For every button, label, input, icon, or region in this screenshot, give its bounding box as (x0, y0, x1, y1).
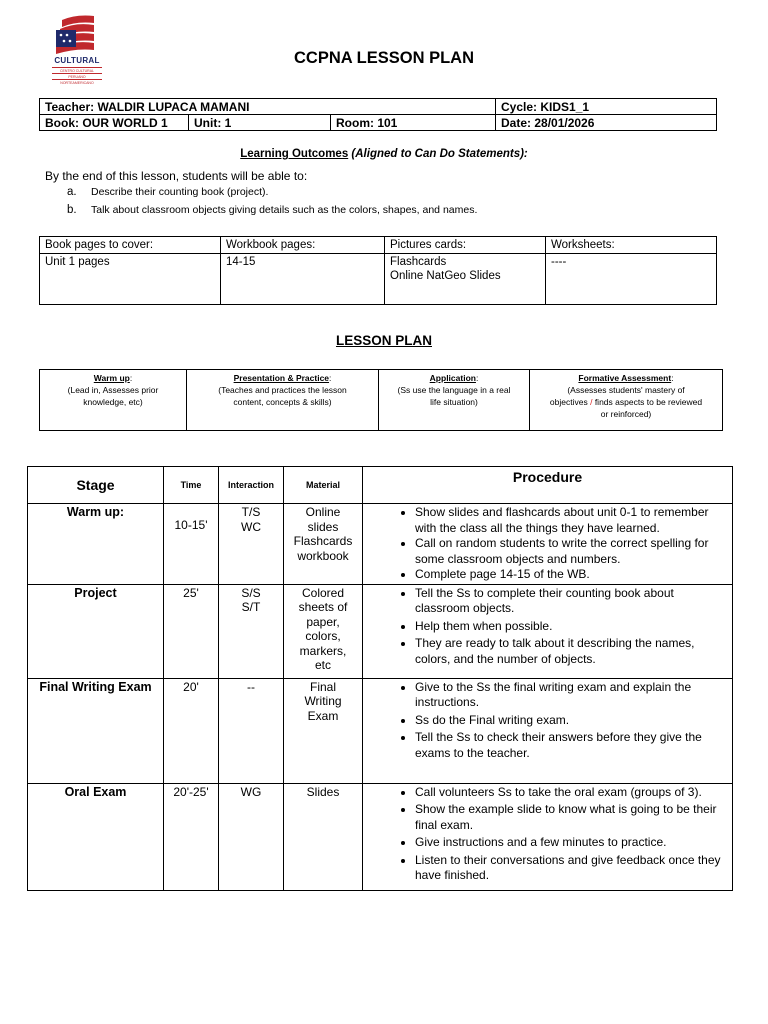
learning-outcomes-note: (Aligned to Can Do Statements): (351, 148, 528, 160)
workbook-pages-value: 14-15 (221, 254, 385, 305)
book-cell: Book: OUR WORLD 1 (40, 115, 189, 131)
learning-outcomes-heading (0, 148, 768, 160)
interaction-cell (219, 504, 284, 585)
procedure-row (28, 584, 733, 678)
procedure-cell (363, 783, 733, 890)
material-line: markers, (299, 643, 347, 658)
procedure-step: • Call volunteers Ss to take the oral exam (groups of 3). (415, 785, 731, 801)
procedure-step: • Give to the Ss the final writing exam and explain the instructions. (415, 680, 731, 711)
procedure-step: • Listen to their conversations and give feedback once they have finished. (415, 853, 731, 884)
stage-cell: Final Writing Exam (28, 678, 164, 783)
procedure-step: • Give instructions and a few minutes to practice. (415, 835, 731, 851)
book-pages-header: Book pages to cover: (40, 237, 221, 254)
legend-line: objectives / finds aspects to be reviewed (549, 397, 703, 407)
interaction-line: WC (241, 519, 261, 534)
picture-card-line: Online NatGeo Slides (390, 270, 501, 282)
procedure-list (364, 586, 731, 668)
procedure-rows (28, 504, 733, 891)
page-title: CCPNA LESSON PLAN (294, 49, 474, 67)
material-line: Slides (306, 784, 340, 799)
procedure-step: • Call on random students to write the correct spelling for some classroom objects and numbers. (415, 536, 731, 567)
procedure-step: • Tell the Ss to check their answers before they give the exams to the teacher. (415, 730, 731, 761)
interaction-cell (219, 783, 284, 890)
logo-tagline-2: PERUANO (52, 73, 102, 80)
learning-outcome-item (67, 204, 477, 216)
legend-application (379, 370, 530, 431)
procedure-row (28, 504, 733, 585)
teacher-cell: Teacher: WALDIR LUPACA MAMANI (40, 99, 496, 115)
unit-cell: Unit: 1 (189, 115, 331, 131)
procedure-list (364, 680, 731, 762)
procedure-step: • Ss do the Final writing exam. (415, 713, 731, 729)
learning-outcome-item (67, 186, 268, 198)
procedure-row (28, 783, 733, 890)
picture-cards-header: Pictures cards: (385, 237, 546, 254)
material-cell (284, 584, 363, 678)
book-pages-value: Unit 1 pages (40, 254, 221, 305)
stage-cell: Project (28, 584, 164, 678)
procedure-step: • Complete page 14-15 of the WB. (415, 567, 731, 583)
material-line: paper, (306, 614, 340, 629)
logo-tagline-1: CENTRO CULTURAL (52, 67, 102, 74)
interaction-line: WG (240, 784, 262, 799)
item-letter: b. (67, 204, 77, 216)
interaction-line: S/T (241, 600, 261, 614)
material-line: Exam (307, 708, 339, 723)
material-cell (284, 504, 363, 585)
learning-outcomes-intro: By the end of this lesson, students will be able to: (45, 169, 308, 183)
learning-outcomes-title: Learning Outcomes (240, 148, 349, 160)
time-cell: 10-15' (164, 504, 219, 585)
item-text: Describe their counting book (project). (91, 186, 269, 198)
resources-table (39, 236, 717, 305)
procedure-row (28, 678, 733, 783)
stage-cell: Warm up: (28, 504, 164, 585)
worksheets-header: Worksheets: (546, 237, 717, 254)
red-slash: / (590, 397, 593, 407)
material-line: sheets of (298, 600, 348, 614)
logo-tagline-3: NORTEAMERICANO (52, 79, 102, 86)
room-cell: Room: 101 (331, 115, 496, 131)
procedure-table (27, 466, 733, 891)
worksheets-value: ---- (546, 254, 717, 305)
procedure-cell (363, 678, 733, 783)
material-line: slides (307, 519, 339, 534)
stage-cell: Oral Exam (28, 783, 164, 890)
procedure-list (364, 785, 731, 884)
procedure-step: • Help them when possible. (415, 619, 731, 635)
legend-line: life situation) (430, 397, 478, 407)
interaction-cell (219, 584, 284, 678)
lesson-plan-title: LESSON PLAN (335, 333, 432, 348)
procedure-step: • Tell the Ss to complete their counting book about classroom objects. (415, 586, 731, 617)
procedure-step: • Show the example slide to know what is going to be their final exam. (415, 802, 731, 833)
logo-wordmark: CULTURAL (54, 56, 100, 65)
lesson-stages-legend (39, 369, 723, 431)
legend-line: or reinforced) (600, 409, 652, 419)
time-cell: 25' (164, 584, 219, 678)
item-letter: a. (67, 186, 77, 198)
material-line: Online (305, 505, 341, 519)
interaction-cell (219, 678, 284, 783)
item-text: Talk about classroom objects giving details such as the colors, shapes, and names. (91, 204, 478, 216)
legend-formative-assessment (530, 370, 723, 431)
material-line: colors, (305, 629, 341, 643)
legend-title: Formative Assessment: (578, 373, 674, 383)
teacher-info-table (39, 98, 717, 131)
procedure-cell (363, 504, 733, 585)
interaction-line: -- (247, 679, 255, 694)
legend-line: content, concepts & skills) (233, 397, 332, 407)
time-cell: 20' (164, 678, 219, 783)
legend-title: Warm up: (93, 373, 133, 383)
material-line: Colored (301, 585, 345, 600)
interaction-header: Interaction (219, 467, 284, 504)
material-line: Writing (304, 694, 342, 708)
stage-header: Stage (28, 467, 164, 504)
cycle-cell: Cycle: KIDS1_1 (496, 99, 717, 115)
picture-cards-value (385, 254, 546, 305)
procedure-step: • They are ready to talk about it describing the names, colors, and the number of objects. (415, 636, 731, 667)
date-cell: Date: 28/01/2026 (496, 115, 717, 131)
interaction-line: T/S (241, 505, 261, 519)
material-header: Material (284, 467, 363, 504)
legend-line: (Assesses students' mastery of (567, 385, 685, 395)
legend-line: (Lead in, Assesses prior (67, 385, 159, 395)
time-header: Time (164, 467, 219, 504)
legend-line: knowledge, etc) (83, 397, 143, 407)
legend-presentation-practice (187, 370, 379, 431)
interaction-line: S/S (241, 585, 261, 600)
material-line: Flashcards (293, 534, 353, 548)
picture-card-line: Flashcards (390, 256, 447, 268)
procedure-cell (363, 584, 733, 678)
material-cell (284, 678, 363, 783)
procedure-list (364, 505, 731, 583)
legend-warm-up (40, 370, 187, 431)
procedure-step: • Show slides and flashcards about unit 0-1 to remember with the class all the things they have learned. (415, 505, 731, 536)
material-line: etc (314, 658, 331, 672)
procedure-header: Procedure (363, 467, 733, 504)
legend-line: (Teaches and practices the lesson (218, 385, 347, 395)
time-cell: 20'-25' (164, 783, 219, 890)
workbook-pages-header: Workbook pages: (221, 237, 385, 254)
material-cell (284, 783, 363, 890)
legend-title: Presentation & Practice: (233, 373, 332, 383)
material-line: workbook (297, 548, 349, 563)
legend-title: Application: (429, 373, 479, 383)
legend-line: (Ss use the language in a real (397, 385, 511, 395)
material-line: Final (309, 679, 336, 694)
